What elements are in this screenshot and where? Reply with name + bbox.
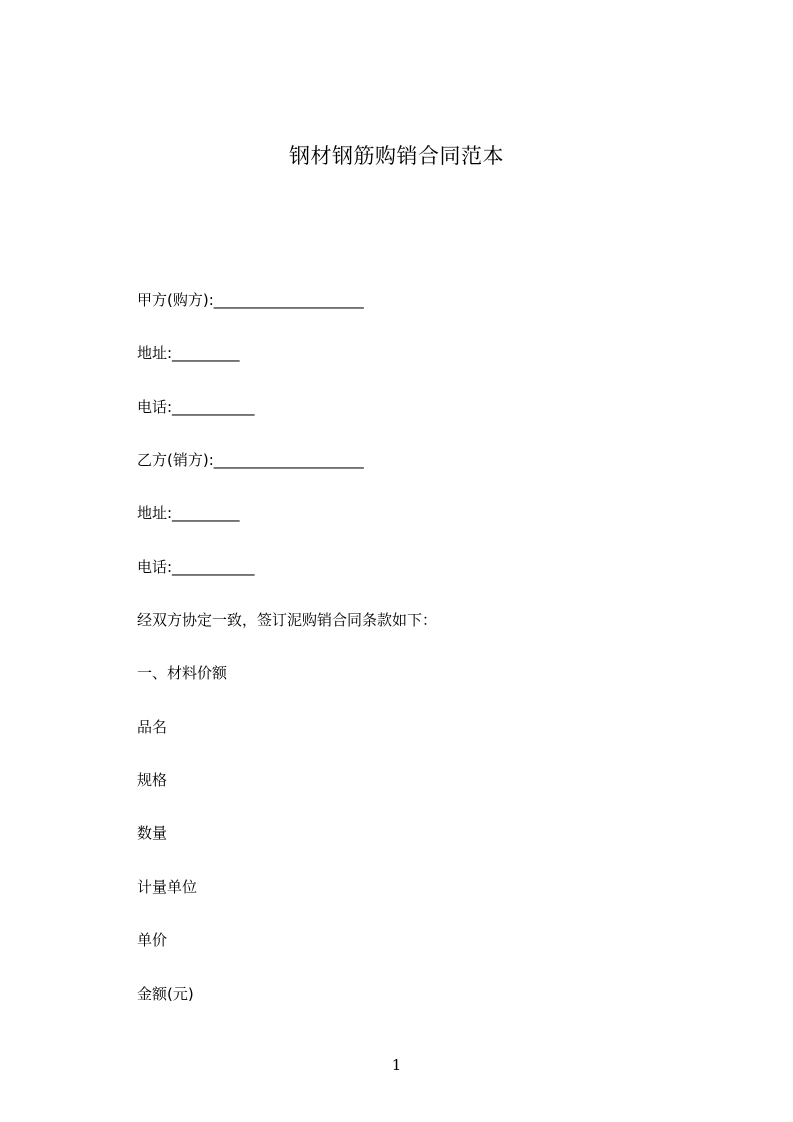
party-b-address-line: 地址:_________	[137, 504, 240, 522]
field-unit-price: 单价	[137, 931, 168, 949]
field-product-name: 品名	[137, 718, 168, 736]
field-specification: 规格	[137, 771, 168, 789]
section-heading-material-price: 一、材料价额	[137, 664, 228, 682]
field-unit-of-measure: 计量单位	[137, 878, 198, 896]
party-b-phone-line: 电话:___________	[137, 558, 255, 576]
party-b-seller-line: 乙方(销方):____________________	[137, 451, 364, 469]
field-amount: 金额(元)	[137, 985, 194, 1003]
party-a-address-line: 地址:_________	[137, 344, 240, 362]
party-a-phone-line: 电话:___________	[137, 398, 255, 416]
field-quantity: 数量	[137, 824, 168, 842]
agreement-intro-paragraph: 经双方协定一致，签订泥购销合同条款如下：	[137, 611, 438, 629]
document-title: 钢材钢筋购销合同范本	[289, 144, 504, 168]
page-number: 1	[391, 1056, 402, 1074]
party-a-buyer-line: 甲方(购方):____________________	[137, 291, 364, 309]
